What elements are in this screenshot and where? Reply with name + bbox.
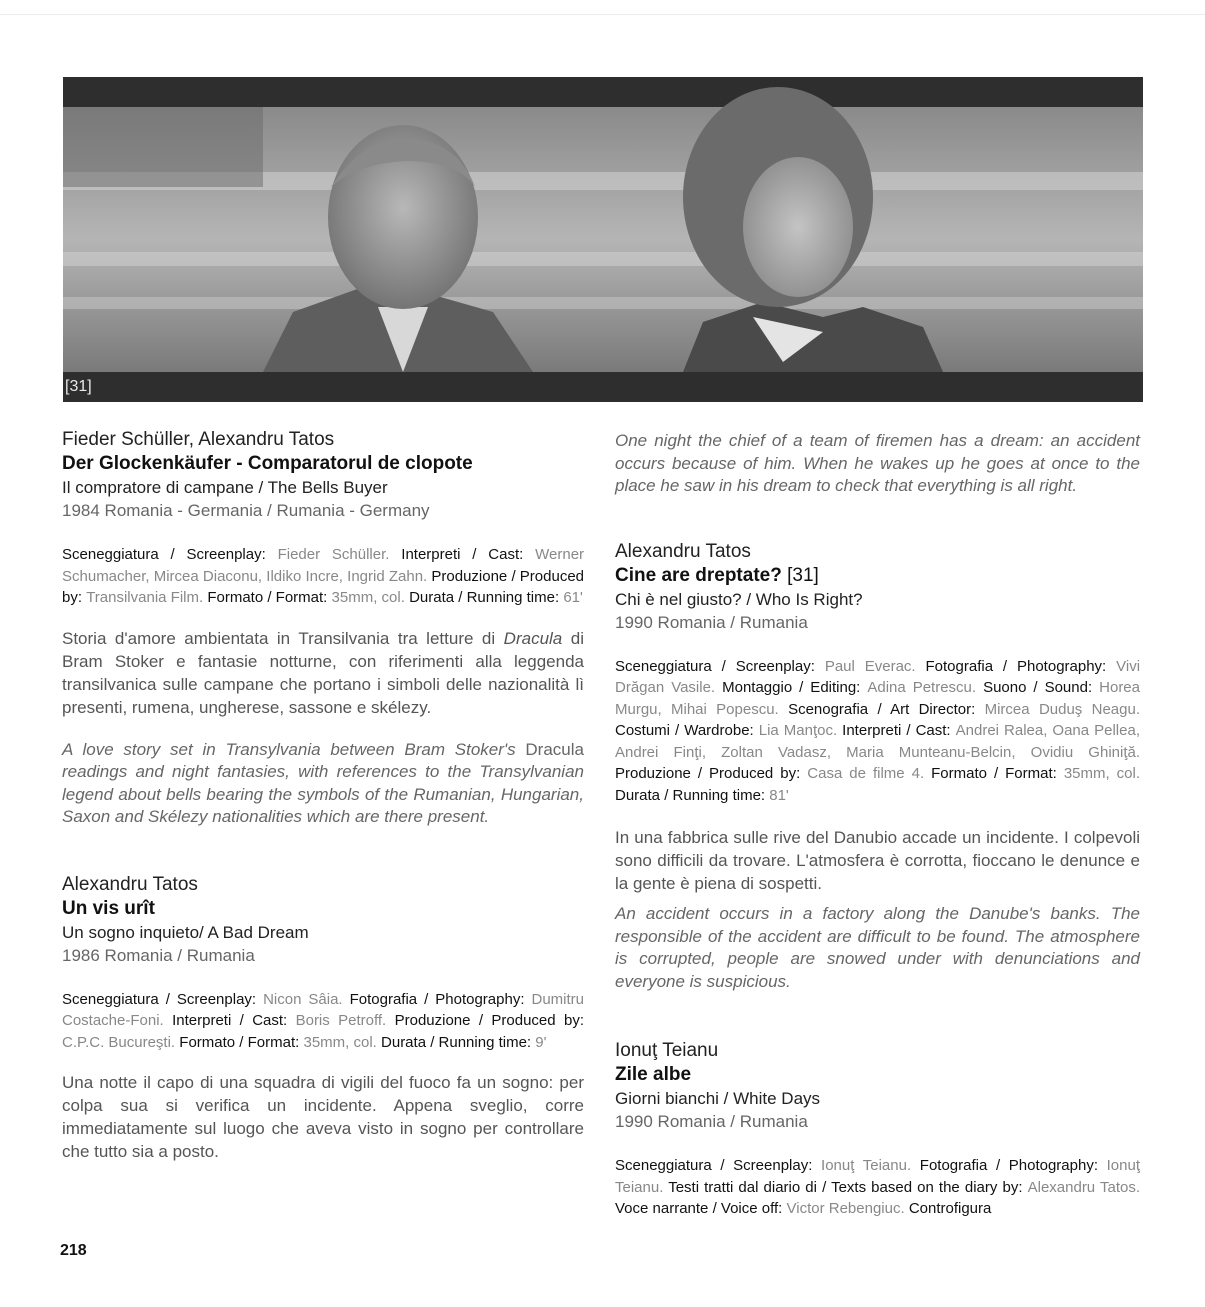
credit-value: C.P.C. Bucureşti. — [62, 1033, 176, 1051]
photo-caption: [31] — [65, 378, 92, 395]
credit-value: Horea Murgu, Mihai Popescu. — [615, 679, 1140, 718]
credit-value: Werner Schumacher, Mircea Diaconu, Ildiko Incre, Ingrid Zahn. — [62, 546, 585, 585]
film-alt-titles: Chi è nel giusto? / Who Is Right? — [615, 589, 863, 609]
credit-label: Sceneggiatura / Screenplay: — [62, 546, 266, 563]
credit-value: 35mm, col. — [331, 589, 405, 606]
page-number: 218 — [60, 1242, 87, 1259]
film-alt-titles: Il compratore di campane / The Bells Buyer — [62, 478, 388, 497]
credit-label: Formato / Format: — [931, 765, 1057, 782]
synopsis-text: Storia d'amore ambientata in Transilvania tra letture di — [62, 628, 504, 648]
credit-value: 81' — [769, 786, 789, 804]
credit-label: Produzione / Produced by: — [394, 1012, 584, 1029]
film-title-text: Cine are dreptate? — [615, 564, 782, 586]
credit-value: Ionuţ Teianu. — [821, 1157, 912, 1174]
synopsis-italian: Una notte il capo di una squadra di vigili del fuoco fa un sogno: per colpa sua si verifica un incidente. Appena sveglio, corre immediatamente sul luogo che aveva visto in sogno per controllare che tutto sia a posto. — [62, 1073, 584, 1161]
film-director: Fieder Schüller, Alexandru Tatos — [62, 429, 335, 450]
credit-label: Formato / Format: — [179, 1033, 300, 1051]
synopsis-book-title: Dracula — [503, 628, 563, 648]
film-title — [615, 564, 1140, 588]
credit-label: Costumi / Wardrobe: — [615, 722, 754, 739]
synopsis-english: An accident occurs in a factory along the Danube's banks. The responsible of the accident are difficult to be found. The atmosphere is corrupted, people are snowed under with denunciations and everyone is suspicious. — [615, 904, 1140, 991]
credit-label: Durata / Running time: — [381, 1033, 532, 1051]
top-rule — [0, 14, 1205, 15]
credit-value: Lia Manţoc. — [758, 722, 838, 739]
credit-label: Interpreti / Cast: — [842, 722, 951, 739]
credit-label: Fotografia / Photography: — [349, 990, 525, 1008]
film-alt-titles: Un sogno inquieto/ A Bad Dream — [62, 922, 309, 942]
credit-value: 35mm, col. — [303, 1033, 377, 1051]
credit-value: Adina Petrescu. — [867, 679, 977, 696]
synopsis-text: di Bram Stoker e fantasie notturne, con riferimenti alla leggenda transilvanica sulle campane che portano i simboli delle nazionalità lì presenti, rumena, ungherese, sassone e skélezy. — [62, 628, 584, 717]
film-still-image — [63, 77, 1143, 402]
credit-value: Andrei Ralea, Oana Pellea, Andrei Finţi, Zoltan Vadasz, Maria Munteanu-Belcin, Ovidiu Ghiniţă. — [615, 722, 1140, 761]
film-credits — [62, 989, 584, 1054]
synopsis-text: readings and night fantasies, with references to the Transylvanian legend about bells bearing the symbols of the Rumanian, Hungarian, Saxon and Skélezy nationalities which are there present. — [62, 762, 584, 826]
film-director: Alexandru Tatos — [615, 540, 751, 562]
credit-label: Controfigura — [908, 1200, 992, 1217]
credit-label: Interpreti / Cast: — [401, 546, 524, 563]
left-column — [62, 428, 584, 1163]
credit-value: Vivi Drăgan Vasile. — [615, 657, 1141, 696]
synopsis-english-continued: One night the chief of a team of firemen has a dream: an accident occurs because of him. When he wakes up he goes at once to the place he saw in his dream to check that everything is all right. — [615, 431, 1140, 495]
film-still-photo — [63, 77, 1143, 402]
credit-label: Suono / Sound: — [983, 679, 1093, 696]
credit-value: 9' — [535, 1033, 547, 1051]
film-credits — [62, 544, 584, 609]
synopsis-italian — [62, 627, 584, 719]
credit-label: Interpreti / Cast: — [172, 1012, 288, 1029]
film-title: Zile albe — [615, 1064, 692, 1085]
photo-reference: [31] — [787, 564, 819, 586]
credit-value: Boris Petroff. — [295, 1012, 387, 1029]
credit-label: Sceneggiatura / Screenplay: — [62, 990, 257, 1008]
credit-value: Fieder Schüller. — [277, 546, 390, 563]
film-entry — [615, 540, 1140, 994]
credit-label: Fotografia / Photography: — [925, 657, 1107, 675]
film-year-country: 1984 Romania - Germania / Rumania - Germany — [62, 501, 430, 520]
synopsis-english — [62, 739, 584, 829]
credit-value: Victor Rebengiuc. — [786, 1200, 905, 1217]
credit-label: Fotografia / Photography: — [919, 1157, 1098, 1174]
credit-label: Scenografia / Art Director: — [788, 700, 976, 718]
film-director: Ionuţ Teianu — [615, 1040, 719, 1061]
film-year-country: 1990 Romania / Rumania — [615, 612, 808, 632]
credit-value: Ionuţ Teianu. — [615, 1157, 1141, 1196]
synopsis-text: A love story set in Transylvania between Bram Stoker's — [62, 739, 526, 759]
synopsis-italian: In una fabbrica sulle rive del Danubio accade un incidente. I colpevoli sono difficili da trovare. L'atmosfera è corrotta, fioccano le denunce e la gente è piena di sospetti. — [615, 828, 1140, 893]
film-entry — [62, 428, 584, 829]
credit-value: Casa de filme 4. — [807, 765, 925, 782]
credit-label: Formato / Format: — [207, 589, 328, 606]
credit-label: Durata / Running time: — [615, 786, 766, 804]
credit-value: Alexandru Tatos. — [1027, 1178, 1140, 1196]
film-title: Un vis urît — [62, 897, 155, 919]
credit-label: Voce narrante / Voice off: — [615, 1200, 783, 1217]
credit-label: Testi tratti dal diario di / Texts based on the diary by: — [668, 1178, 1023, 1196]
credit-value: Dumitru Costache-Foni. — [62, 990, 584, 1029]
film-credits — [615, 656, 1140, 807]
film-year-country: 1990 Romania / Rumania — [615, 1112, 808, 1131]
credit-label: Produzione / Produced by: — [62, 567, 585, 606]
film-alt-titles: Giorni bianchi / White Days — [615, 1089, 821, 1108]
credit-label: Sceneggiatura / Screenplay: — [615, 1157, 813, 1174]
credit-value: Transilvania Film. — [86, 589, 204, 606]
credit-value: 35mm, col. — [1063, 765, 1141, 782]
credit-label: Produzione / Produced by: — [615, 765, 801, 782]
credit-value: Mircea Duduş Neagu. — [984, 700, 1140, 718]
credit-label: Sceneggiatura / Screenplay: — [615, 657, 815, 675]
film-year-country: 1986 Romania / Rumania — [62, 945, 255, 965]
film-director: Alexandru Tatos — [62, 873, 198, 895]
film-title: Der Glockenkäufer - Comparatorul de clopote — [62, 453, 473, 474]
credit-value: Nicon Sâia. — [263, 990, 343, 1008]
credit-value: Paul Everac. — [824, 657, 916, 675]
credit-value: 61' — [563, 589, 583, 606]
right-column — [615, 430, 1140, 1220]
film-credits — [615, 1155, 1140, 1220]
film-entry — [62, 873, 584, 1164]
credit-label: Durata / Running time: — [409, 589, 560, 606]
film-entry — [615, 1039, 1140, 1220]
credit-label: Montaggio / Editing: — [722, 679, 861, 696]
synopsis-book-title: Dracula — [525, 739, 584, 759]
